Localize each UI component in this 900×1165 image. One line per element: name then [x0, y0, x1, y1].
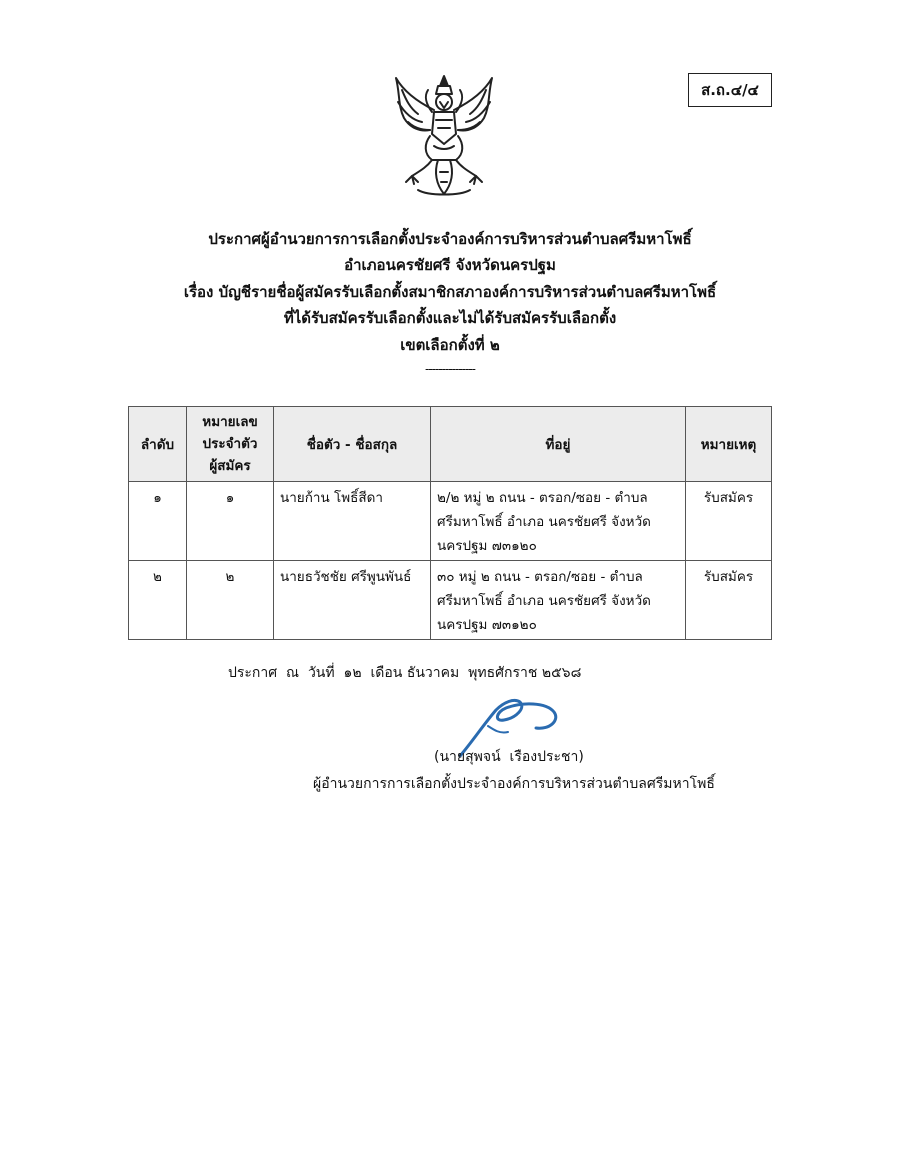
heading-line-2: อำเภอนครชัยศรี จังหวัดนครปฐม: [344, 256, 556, 275]
heading-line-4: ที่ได้รับสมัครรับเลือกตั้งและไม่ได้รับสมัครรับเลือกตั้ง: [283, 309, 617, 328]
header-name: ชื่อตัว - ชื่อสกุล: [274, 407, 431, 482]
cell-address: ๒/๒ หมู่ ๒ ถนน - ตรอก/ซอย - ตำบล ศรีมหาโพธิ์ อำเภอ นครชัยศรี จังหวัด นครปฐม ๗๓๑๒๐: [431, 482, 686, 561]
announcement-date: ประกาศ ณ วันที่ ๑๒ เดือน ธันวาคม พุทธศักราช ๒๕๖๘: [228, 665, 582, 681]
form-code: ส.ถ.๔/๔: [701, 81, 759, 99]
header-candidate-number: หมายเลข ประจำตัว ผู้สมัคร: [187, 407, 274, 482]
header-order: ลำดับ: [129, 407, 187, 482]
cell-name: นายธวัชชัย ศรีพูนพันธ์: [274, 561, 431, 640]
form-code-box: [688, 73, 772, 107]
cell-name: นายก้าน โพธิ์สีดา: [274, 482, 431, 561]
cell-address: ๓๐ หมู่ ๒ ถนน - ตรอก/ซอย - ตำบล ศรีมหาโพธิ์ อำเภอ นครชัยศรี จังหวัด นครปฐม ๗๓๑๒๐: [431, 561, 686, 640]
header-address: ที่อยู่: [431, 407, 686, 482]
cell-remark: รับสมัคร: [686, 561, 772, 640]
cell-remark: รับสมัคร: [686, 482, 772, 561]
heading-line-3: เรื่อง บัญชีรายชื่อผู้สมัครรับเลือกตั้งสมาชิกสภาองค์การบริหารส่วนตำบลศรีมหาโพธิ์: [183, 282, 717, 301]
announcement-heading: [0, 226, 900, 358]
heading-line-5: เขตเลือกตั้งที่ ๒: [400, 335, 500, 354]
table-header-row: [129, 407, 772, 482]
cell-order: ๒: [129, 561, 187, 640]
cell-candidate-number: ๑: [187, 482, 274, 561]
signer-name: (นายสุพจน์ เรืองประชา): [434, 749, 584, 765]
garuda-emblem-icon: [388, 72, 500, 200]
header-remark: หมายเหตุ: [686, 407, 772, 482]
table-row: [129, 561, 772, 640]
signer-position: ผู้อำนวยการการเลือกตั้งประจำองค์การบริหารส่วนตำบลศรีมหาโพธิ์: [313, 776, 715, 792]
cell-order: ๑: [129, 482, 187, 561]
cell-candidate-number: ๒: [187, 561, 274, 640]
separator: ---------------: [425, 362, 475, 376]
candidate-table: [128, 406, 772, 640]
heading-line-1: ประกาศผู้อำนวยการการเลือกตั้งประจำองค์การบริหารส่วนตำบลศรีมหาโพธิ์: [208, 230, 692, 248]
table-row: [129, 482, 772, 561]
